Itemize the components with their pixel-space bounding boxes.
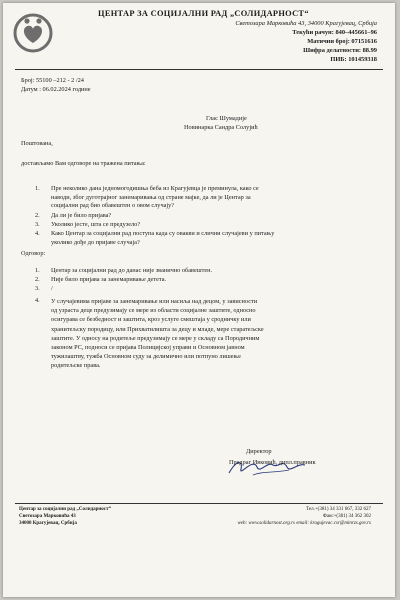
answer-item: 3. / <box>35 285 53 292</box>
activity-code: Шифра делатности: 88.99 <box>303 47 377 54</box>
answers-label: Одговор: <box>21 250 46 257</box>
answer-item: 4. У случајевима пријаве за занемаривање или насиља над децом, у зависности од узраста деце предузимају се мере из области социјалне заштите, односно осигурава се безбедност и заштита, кроз услуге смештаја у сродничку или хранитељску породицу, или Прихватилишта за децу и младе, мере старатељске заштите. У односу на родитеље предузимају се мере у складу са Породичним законом РС, подноси се пријава Полицијској управи и Основном јавном тужилаштву, тужба Основном суду за делимично или потпуно лишење родитељске права. <box>35 297 264 370</box>
organization-address: Светозара Марковића 43, 34000 Крагујевац, Србија <box>235 20 377 27</box>
salutation: Поштована, <box>21 140 53 147</box>
footer-fax: Факс+(381) 34 362 302 <box>322 513 371 519</box>
registration-number: Матични број: 07151616 <box>307 38 377 45</box>
footer-phone: Тел.+(381) 34 331 667, 332 627 <box>306 507 371 512</box>
reference-date: Датум : 06.02.2024 године <box>21 86 91 93</box>
letter-page <box>3 3 395 597</box>
header-divider <box>15 69 383 70</box>
answer-item: 1. Центар за социјални рад до данас није званично обавештен. <box>35 267 213 274</box>
footer-web-email: web: www.solidarnost.org.rs email: kragujevac.csr@minrzs.gov.rs <box>237 520 371 526</box>
question-item: 2. Да ли је било пријава? <box>35 212 112 219</box>
footer-organization: Центар за социјални рад „Солидарност“ Светозара Марковића 43 34000 Крагујевац, Србија <box>19 507 111 526</box>
recipient-line-2: Новинарка Сандра Солујић <box>184 124 258 131</box>
tax-id: ПИБ: 101459318 <box>330 56 377 63</box>
signatory-name: Предраг Ивковић, дипл.правник <box>229 459 316 466</box>
footer-contacts <box>237 507 371 527</box>
reference-number: Број: 55100 –212 - 2 /24 <box>21 77 84 84</box>
organization-logo <box>13 13 53 53</box>
intro-text: достављамо Вам одговоре на тражена питања: <box>21 160 146 167</box>
recipient-line-1: Глас Шумадије <box>206 115 247 122</box>
organization-name: ЦЕНТАР ЗА СОЦИЈАЛНИ РАД „СОЛИДАРНОСТ“ <box>98 9 309 18</box>
question-item: 3. Уколико јесте, шта се предузело? <box>35 221 141 228</box>
bank-account: Текући рачун: 840–445661–96 <box>292 29 377 36</box>
question-item: 1. Пре неколико дана једномогодишња беба из Крагујевца је преминула, како се наводи, због дуготрајног занемаривања од стране мајке, да ли је Центар за социјални рад био обавештен о овом случају? <box>35 185 259 210</box>
signature-title: Директор <box>246 448 272 455</box>
answer-item: 2. Није било пријава за занемаривање детета. <box>35 276 167 283</box>
question-item: 4. Како Центар за социјални рад поступа када су овакви и слични случајеви у питању уколико дође до пријаве случаја? <box>35 230 275 246</box>
footer-divider <box>15 503 383 504</box>
